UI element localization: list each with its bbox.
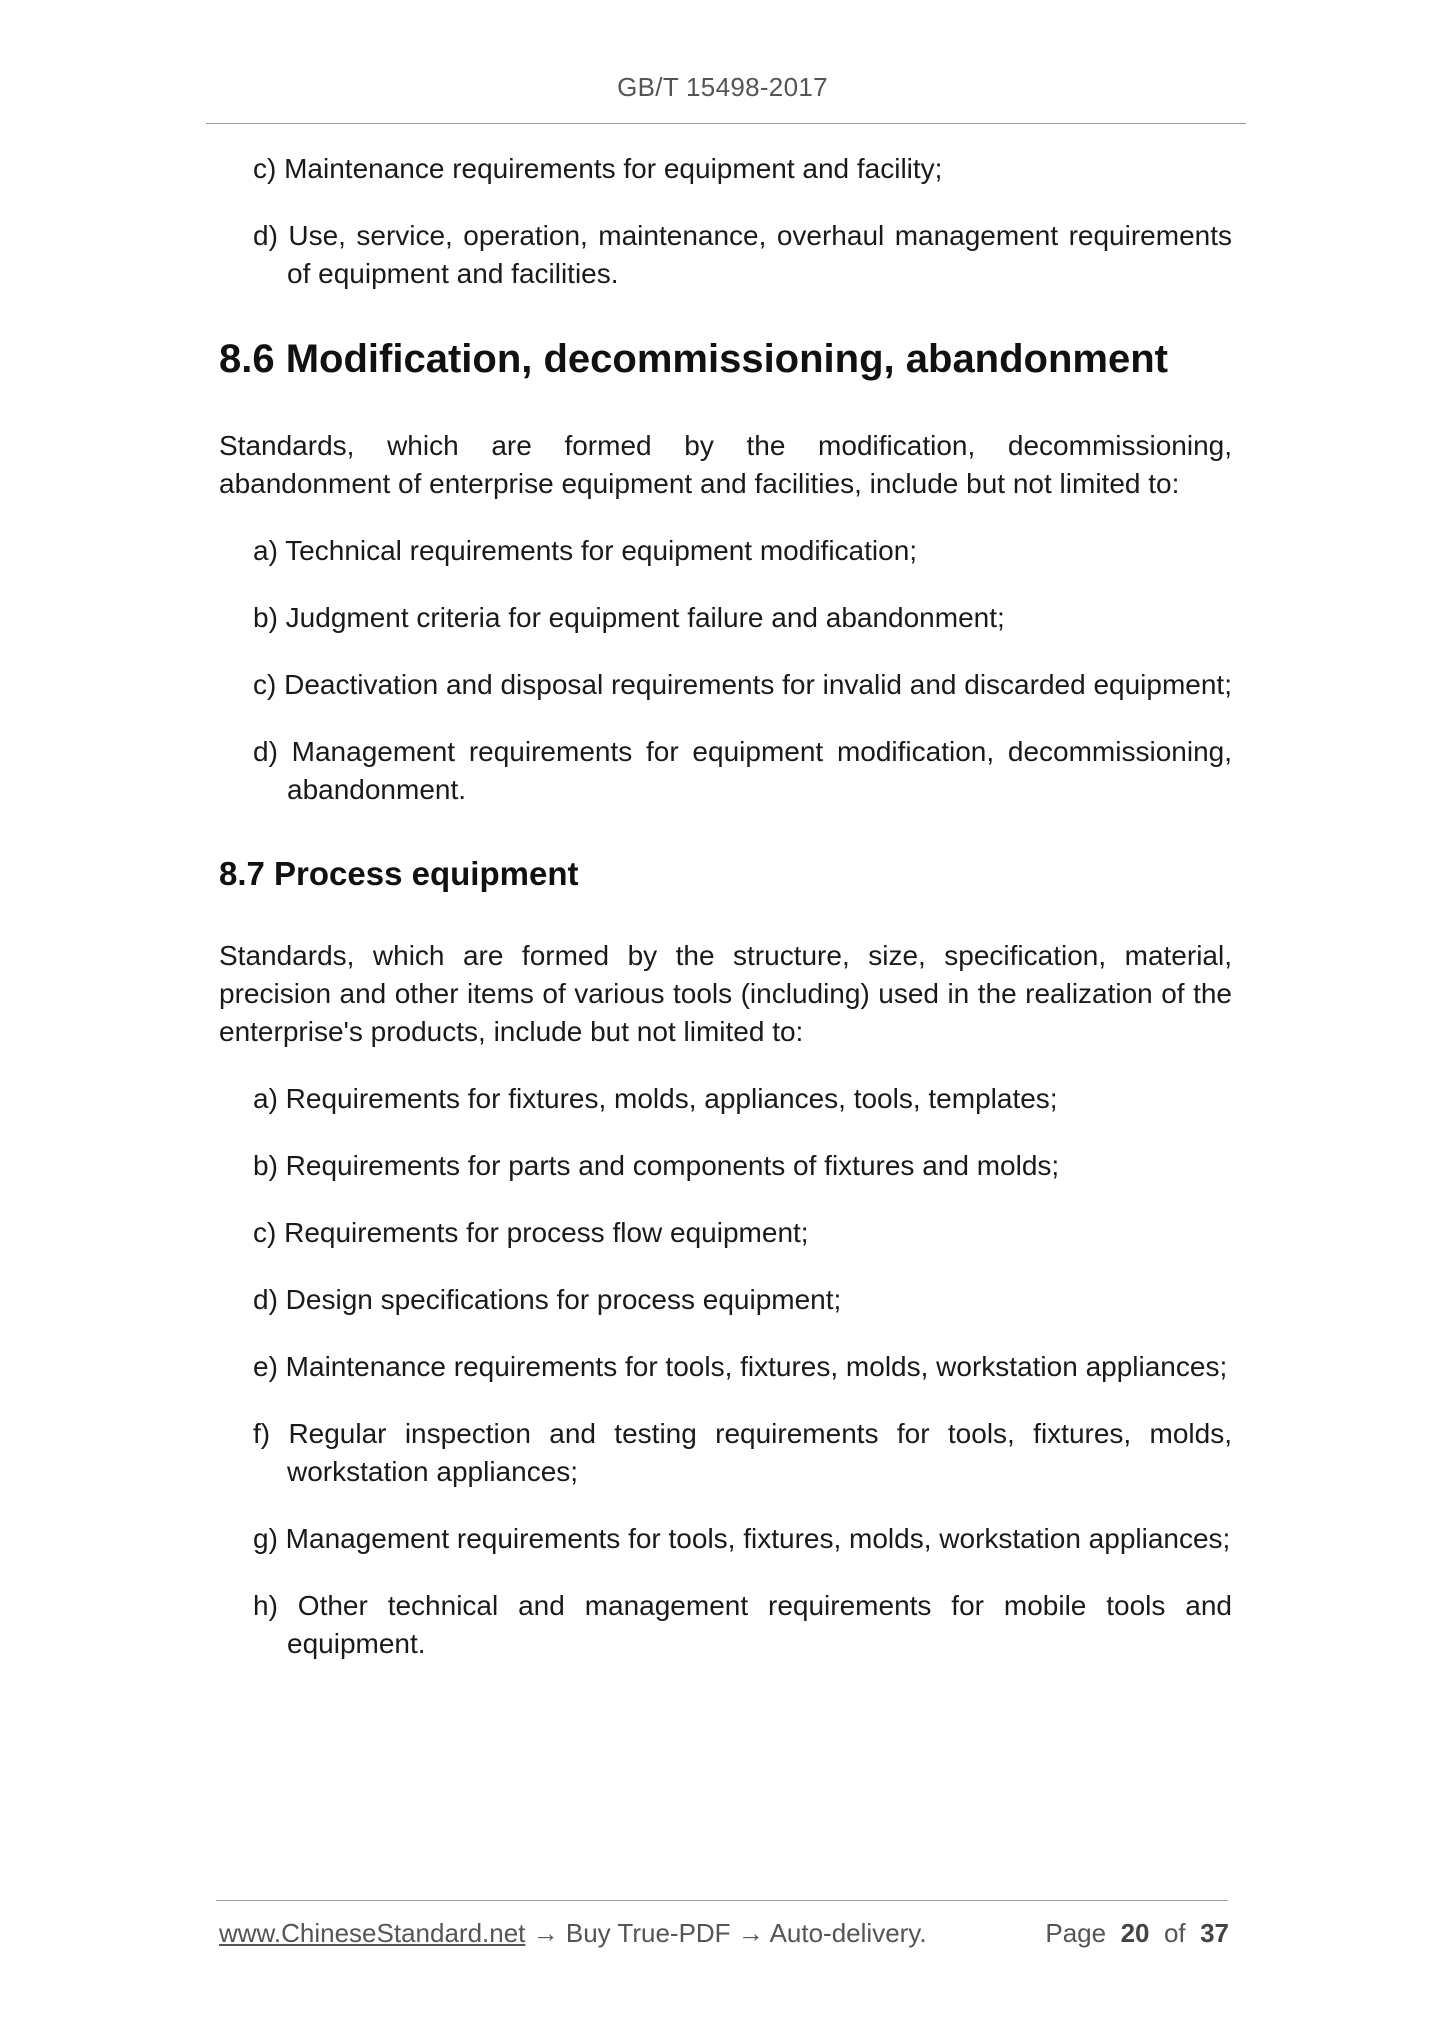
document-id-header: GB/T 15498-2017: [617, 72, 828, 102]
list-item: g) Management requirements for tools, fixtures, molds, workstation appliances;: [253, 1523, 1231, 1554]
list-item: d) Design specifications for process equipment;: [253, 1284, 842, 1315]
list-item: d) Use, service, operation, maintenance, overhaul management requirements of equipment and facilities.: [253, 220, 1232, 289]
list-item: c) Maintenance requirements for equipment and facility;: [253, 153, 943, 184]
list-item: a) Technical requirements for equipment modification;: [253, 535, 918, 566]
list-item: a) Requirements for fixtures, molds, appliances, tools, templates;: [253, 1083, 1058, 1114]
page-content: [219, 150, 1232, 1692]
list-item: c) Deactivation and disposal requirements for invalid and discarded equipment;: [253, 669, 1232, 700]
section-8-6-intro: Standards, which are formed by the modification, decommissioning, abandonment of enterprise equipment and facilities, include but not limited to:: [219, 430, 1232, 499]
list-item: d) Management requirements for equipment modification, decommissioning, abandonment.: [253, 736, 1232, 805]
list-item: c) Requirements for process flow equipment;: [253, 1217, 809, 1248]
footer-promo-text: → Buy True-PDF → Auto-delivery.: [525, 1918, 927, 1948]
page-of-label: of: [1163, 1918, 1186, 1948]
website-link[interactable]: www.ChineseStandard.net: [219, 1918, 526, 1948]
section-heading-8-6: 8.6 Modification, decommissioning, abandonment: [219, 337, 1168, 381]
page-indicator: [1045, 1918, 1229, 1949]
list-item: h) Other technical and management requirements for mobile tools and equipment.: [253, 1590, 1232, 1659]
page-total-number: 37: [1200, 1918, 1229, 1948]
list-item: b) Requirements for parts and components of fixtures and molds;: [253, 1150, 1060, 1181]
header-divider: [206, 123, 1246, 124]
page-footer: [219, 1918, 1229, 1949]
list-item: f) Regular inspection and testing requirements for tools, fixtures, molds, workstation appliances;: [253, 1418, 1232, 1487]
page-current-number: 20: [1120, 1918, 1150, 1948]
footer-divider: [216, 1900, 1228, 1901]
section-8-7-intro: Standards, which are formed by the structure, size, specification, material, precision and other items of various tools (including) used in the realization of the enterprise's products, include but not limited to:: [219, 940, 1232, 1047]
list-item: e) Maintenance requirements for tools, fixtures, molds, workstation appliances;: [253, 1351, 1228, 1382]
section-heading-8-7: 8.7 Process equipment: [219, 855, 579, 892]
page-label: Page: [1045, 1918, 1107, 1948]
list-item: b) Judgment criteria for equipment failure and abandonment;: [253, 602, 1005, 633]
